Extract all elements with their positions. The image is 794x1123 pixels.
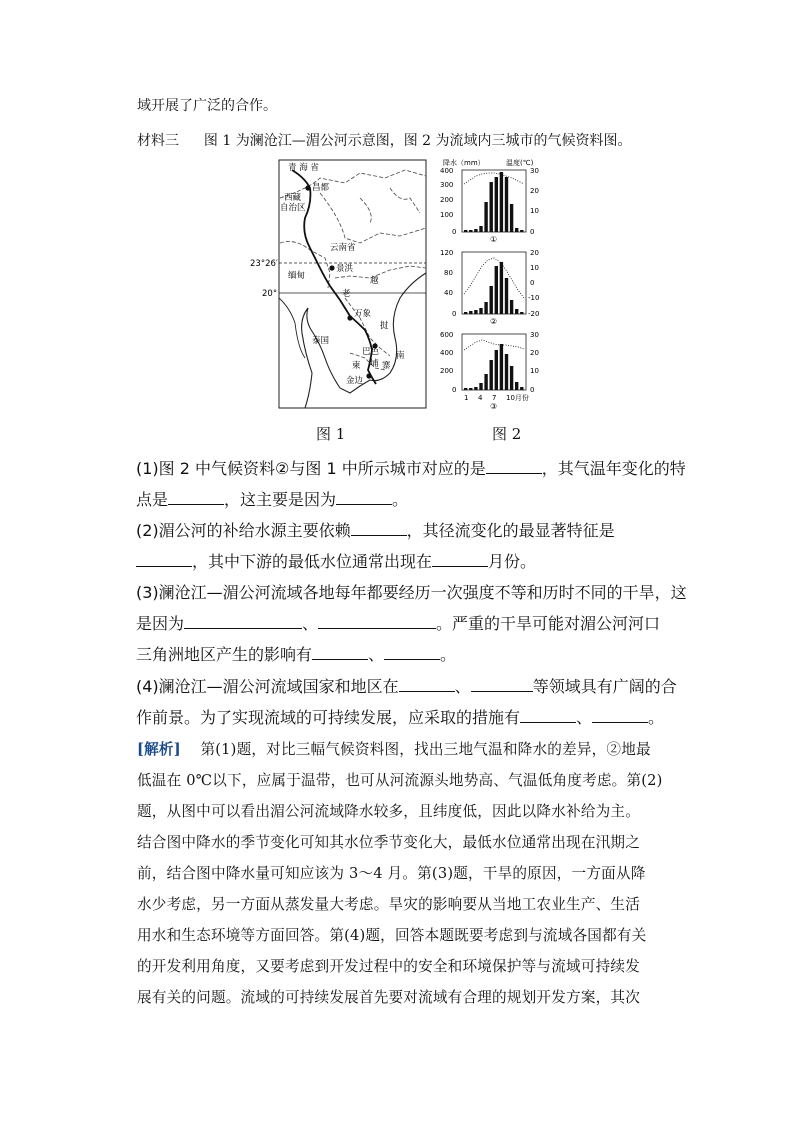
climate-chart-1 <box>440 167 539 244</box>
precip-bar <box>520 387 523 390</box>
c3-ptick-0: 600 <box>440 331 454 339</box>
c3-ptick-3: 0 <box>452 386 457 394</box>
q3-text-d: 。严重的干旱可能对湄公河河口 <box>436 614 661 633</box>
label-nan: 南 <box>396 351 405 361</box>
precip-bar <box>500 262 503 314</box>
precip-bar <box>495 177 498 232</box>
q1-text-d: ，这主要是因为 <box>224 490 337 509</box>
question-2-line-1 <box>136 518 684 541</box>
question-4-line-2 <box>136 705 684 728</box>
label-wanxiang: 万象 <box>354 309 372 319</box>
c1-ttick-2: 10 <box>530 207 539 215</box>
c1-ptick-3: 100 <box>440 211 454 219</box>
q4-blank-field-1[interactable] <box>399 677 455 692</box>
question-2-line-2 <box>136 549 684 572</box>
precip-bar <box>474 310 477 314</box>
c3-ttick-3: 0 <box>530 386 535 394</box>
temp-axis-title: 温度(℃) <box>506 159 534 167</box>
precip-bar <box>500 344 503 390</box>
q3-blank-reason-1[interactable] <box>184 614 302 629</box>
q4-blank-measure-2[interactable] <box>592 708 648 723</box>
c2-ptick-2: 40 <box>444 289 453 297</box>
analysis-text-1: 第(1)题，对比三幅气候资料图，找出三地气温和降水的差异，②地最 <box>200 741 651 758</box>
c2-ttick-2: 0 <box>530 279 535 287</box>
precip-bar <box>500 172 503 232</box>
q1-blank-city[interactable] <box>486 459 542 474</box>
precip-bar <box>490 286 493 314</box>
c3-ttick-2: 10 <box>530 367 539 375</box>
q1-blank-feature[interactable] <box>168 490 224 505</box>
c3-ttick-0: 30 <box>530 331 539 339</box>
x-tick-10: 10月份 <box>506 394 529 402</box>
c1-ptick-4: 0 <box>452 228 457 236</box>
q2-text-b: ，其径流变化的最显著特征是 <box>406 521 615 540</box>
label-zhai: 寨 <box>382 361 391 371</box>
precip-bar <box>515 382 518 390</box>
c2-ptick-0: 120 <box>440 249 454 257</box>
q2-blank-month[interactable] <box>432 552 488 567</box>
q4-blank-measure-1[interactable] <box>520 708 576 723</box>
analysis-line-4: 结合图中降水的季节变化可知其水位季节变化大，最低水位通常出现在汛期之 <box>137 834 640 851</box>
c1-ttick-0: 30 <box>530 167 539 175</box>
label-jinbian: 金边 <box>346 376 364 386</box>
q4-text-d: 作前景。为了实现流域的可持续发展，应采取的措施有 <box>136 708 521 727</box>
label-yue: 越 <box>370 276 379 286</box>
question-3-line-3 <box>136 642 684 665</box>
c2-label: ② <box>490 317 498 326</box>
analysis-line-8: 的开发利用角度，又要考虑到开发过程中的安全和环境保护等与流域可持续发 <box>137 958 640 975</box>
precip-bar <box>474 387 477 390</box>
q1-text-a: (1)图 2 中气候资料②与图 1 中所示城市对应的是 <box>136 459 486 478</box>
question-3-line-2 <box>136 611 684 634</box>
precip-bar <box>469 230 472 232</box>
q4-text-e: 、 <box>576 708 593 727</box>
label-xizang: 西藏 <box>284 193 302 203</box>
x-tick-1: 1 <box>464 394 469 402</box>
label-changdu: 昌都 <box>312 183 330 193</box>
label-yunnan: 云南省 <box>330 243 356 253</box>
precip-bar <box>495 266 498 314</box>
climate-svg <box>440 158 550 418</box>
q3-blank-impact-2[interactable] <box>384 645 440 660</box>
precip-bar <box>520 312 523 314</box>
precip-bar <box>510 366 513 390</box>
question-4-line-1 <box>136 674 684 697</box>
intro-line: 域开展了广泛的合作。 <box>137 98 277 114</box>
q3-blank-impact-1[interactable] <box>312 645 368 660</box>
precip-bar <box>469 388 472 390</box>
material-3-text: 图 1 为澜沧江—湄公河示意图，图 2 为流域内三城市的气候资料图。 <box>203 133 632 149</box>
q4-text-a: (4)澜沧江—湄公河流域国家和地区在 <box>136 677 399 696</box>
figure-2-caption: 图 2 <box>492 425 522 443</box>
q4-text-b: 、 <box>454 677 471 696</box>
precip-bar <box>505 177 508 232</box>
q2-blank-source[interactable] <box>351 521 407 536</box>
figure-1-map <box>250 158 435 443</box>
precip-bar <box>479 226 482 232</box>
label-lat-23: 23°26′ <box>250 259 278 269</box>
precip-bar <box>484 302 487 314</box>
q1-text-b: ，其气温年变化的特 <box>541 459 686 478</box>
analysis-line-1 <box>137 738 651 759</box>
precip-bar <box>515 228 518 232</box>
climate-chart-2 <box>440 249 539 326</box>
precip-axis-title: 降水（mm） <box>443 159 485 167</box>
precip-bar <box>464 388 467 390</box>
material-3-label: 材料三 <box>137 133 179 149</box>
c1-ttick-3: 0 <box>530 228 535 236</box>
c1-ptick-0: 400 <box>440 167 454 175</box>
precip-bar <box>479 383 482 390</box>
q3-text-g: 。 <box>440 645 457 664</box>
precip-bar <box>495 350 498 390</box>
q4-blank-field-2[interactable] <box>471 677 533 692</box>
label-zizhiqu: 自治区 <box>280 203 306 213</box>
label-lao: 老 <box>342 289 351 299</box>
c2-ttick-3: -10 <box>528 294 540 302</box>
precip-bar <box>510 204 513 232</box>
precip-bar <box>474 229 477 232</box>
analysis-line-3: 题，从图中可以看出湄公河流域降水较多，且纬度低，因此以降水补给为主。 <box>137 803 640 820</box>
material-3-line <box>137 130 632 150</box>
precip-bar <box>464 312 467 314</box>
x-tick-4: 4 <box>478 394 483 402</box>
c1-ptick-2: 200 <box>440 196 454 204</box>
label-taiguo: 泰国 <box>312 336 330 346</box>
x-tick-7: 7 <box>492 394 497 402</box>
q2-text-c: ，其中下游的最低水位通常出现在 <box>192 552 433 571</box>
precip-bar <box>464 230 467 232</box>
question-1-line-2 <box>136 487 684 510</box>
precip-bar <box>469 311 472 314</box>
precip-bar <box>515 309 518 314</box>
q1-blank-reason[interactable] <box>336 490 392 505</box>
c1-ptick-1: 300 <box>440 181 454 189</box>
precip-bar <box>479 308 482 314</box>
label-qinghai: 青 海 省 <box>288 163 319 173</box>
analysis-line-7: 用水和生态环境等方面回答。第(4)题，回答本题既要考虑到与流域各国都有关 <box>137 927 647 944</box>
c3-ptick-2: 200 <box>440 367 454 375</box>
precip-bar <box>490 182 493 232</box>
analysis-line-6: 水少考虑，另一方面从蒸发量大考虑。旱灾的影响要从当地工农业生产、生活 <box>137 896 640 913</box>
label-jian: 柬 <box>352 361 361 371</box>
label-wo: 挝 <box>380 321 389 331</box>
q2-text-a: (2)湄公河的补给水源主要依赖 <box>136 521 351 540</box>
q1-text-c: 点是 <box>136 490 169 509</box>
question-3-line-1: (3)澜沧江—湄公河流域各地每年都要经历一次强度不等和历时不同的干旱，这 <box>136 583 687 602</box>
label-pu: 埔 <box>370 359 379 369</box>
precip-bar <box>505 354 508 390</box>
c3-ttick-1: 20 <box>530 349 539 357</box>
c2-ttick-1: 10 <box>530 264 539 272</box>
label-jinghong: 景洪 <box>336 264 354 274</box>
climate-chart-3 <box>440 331 539 411</box>
c1-ttick-1: 20 <box>530 187 539 195</box>
c2-ptick-1: 80 <box>444 269 453 277</box>
label-miandian: 缅甸 <box>288 271 306 281</box>
analysis-tag: [解析] <box>137 741 181 758</box>
precip-bar <box>510 300 513 314</box>
label-bashe: 巴色 <box>362 347 380 357</box>
c2-ptick-3: 0 <box>452 310 457 318</box>
q1-text-e: 。 <box>392 490 409 509</box>
figure-2-climate <box>440 158 550 443</box>
analysis-line-2: 低温在 0℃以下，应属于温带，也可从河流源头地势高、气温低角度考虑。第(2) <box>137 772 663 789</box>
q2-text-d: 月份。 <box>488 552 537 571</box>
precip-bar <box>490 360 493 390</box>
q3-blank-reason-2[interactable] <box>318 614 436 629</box>
c2-ttick-0: 20 <box>530 249 539 257</box>
q3-text-b: 是因为 <box>136 614 185 633</box>
label-lat-20: 20° <box>262 289 278 299</box>
q3-text-e: 三角洲地区产生的影响有 <box>136 645 313 664</box>
c3-label: ③ <box>490 402 498 411</box>
figure-1-caption: 图 1 <box>316 425 346 443</box>
c1-label: ① <box>490 235 498 244</box>
c2-ttick-4: -20 <box>528 310 540 318</box>
precip-bar <box>484 374 487 390</box>
q2-blank-feature[interactable] <box>136 552 192 567</box>
q3-text-c: 、 <box>302 614 319 633</box>
precip-bar <box>484 202 487 232</box>
c3-ptick-1: 400 <box>440 349 454 357</box>
question-1-line-1 <box>136 456 684 479</box>
precip-bar <box>505 278 508 314</box>
q4-text-f: 。 <box>648 708 665 727</box>
map-svg <box>250 158 435 418</box>
precip-bar <box>520 230 523 232</box>
analysis-line-9: 展有关的问题。流域的可持续发展首先要对流域有合理的规划开发方案，其次 <box>137 989 640 1006</box>
q4-text-c: 等领域具有广阔的合 <box>532 677 677 696</box>
analysis-line-5: 前，结合图中降水量可知应该为 3～4 月。第(3)题，干旱的原因，一方面从降 <box>137 865 646 882</box>
q3-text-f: 、 <box>368 645 385 664</box>
